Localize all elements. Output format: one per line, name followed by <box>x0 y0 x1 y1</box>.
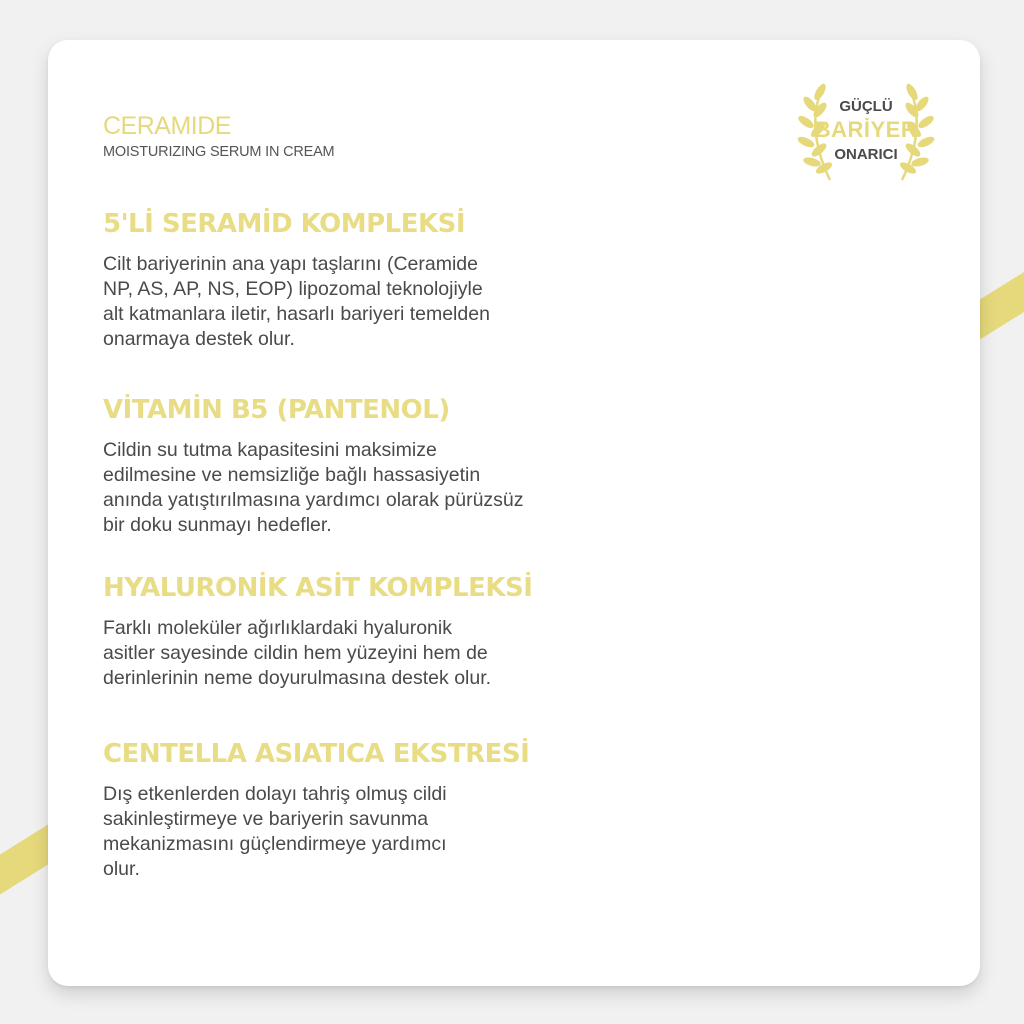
section-heading: VİTAMİN B5 (PANTENOL) <box>103 395 450 425</box>
badge-line-1: GÜÇLÜ <box>839 98 893 115</box>
info-card <box>48 40 980 986</box>
brand-block <box>103 112 334 160</box>
section-heading: HYALURONİK ASİT KOMPLEKSİ <box>103 573 533 603</box>
section-body: Farklı moleküler ağırlıklardaki hyaluronik asitler sayesinde cildin hem yüzeyini hem de derinlerinin neme doyurulmasına destek olur. <box>103 617 492 689</box>
brand-subtitle: MOISTURIZING SERUM IN CREAM <box>103 144 335 160</box>
badge-line-2: BARİYER <box>814 117 918 142</box>
badge-line-3: ONARICI <box>834 146 898 163</box>
section-body: Cilt bariyerinin ana yapı taşlarını (Ceramide NP, AS, AP, NS, EOP) lipozomal teknolojiyle alt katmanlara iletir, hasarlı bariyeri temelden onarmaya destek olur. <box>103 253 490 350</box>
section-body: Cildin su tutma kapasitesini maksimize edilmesine ve nemsizliğe bağlı hassasiyetin anında yatıştırılmasına yardımcı olarak pürüzsüz bir doku sunmayı hedefler. <box>103 439 524 536</box>
barrier-badge <box>786 76 946 186</box>
brand-title: CERAMIDE <box>103 112 231 140</box>
section-hyaluronic-acid <box>103 572 663 691</box>
section-ceramide-complex <box>103 208 663 352</box>
section-vitamin-b5 <box>103 394 663 538</box>
section-body: Dış etkenlerden dolayı tahriş olmuş cildi sakinleştirmeye ve bariyerin savunma mekanizmasını güçlendirmeye yardımcı olur. <box>103 783 447 880</box>
section-centella-asiatica <box>103 738 663 882</box>
section-heading: CENTELLA ASIATICA EKSTRESİ <box>103 739 530 769</box>
section-heading: 5'Lİ SERAMİD KOMPLEKSİ <box>103 209 466 239</box>
